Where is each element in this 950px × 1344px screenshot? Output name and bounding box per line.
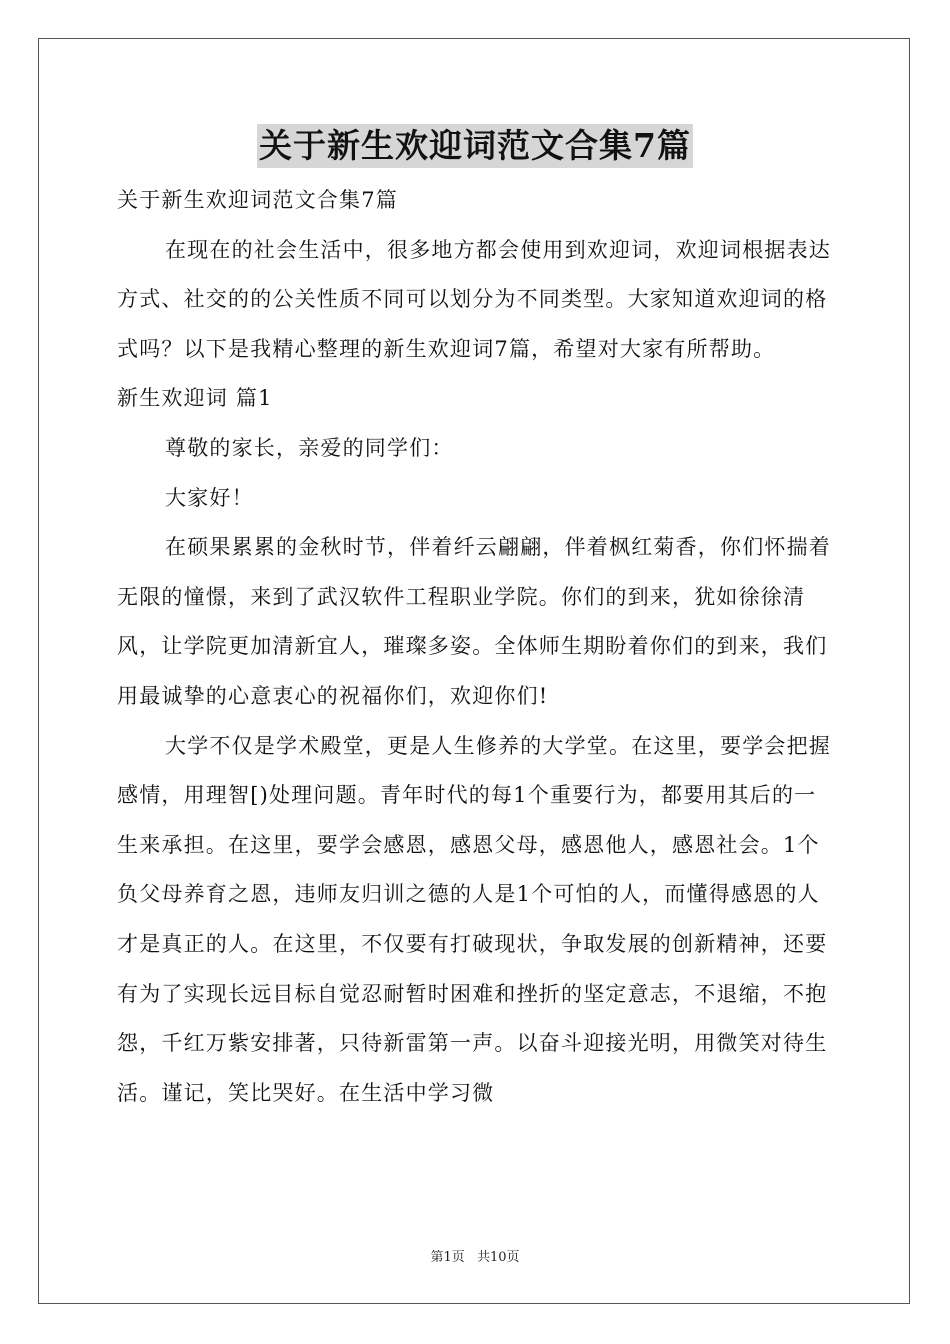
page-footer <box>0 1246 950 1265</box>
paragraph: 大家好！ <box>165 485 254 510</box>
paragraph: 尊敬的家长，亲爱的同学们： <box>165 435 454 460</box>
document-body <box>117 176 837 1118</box>
section-heading: 新生欢迎词 篇1 <box>117 386 273 411</box>
page-number: 第1页 <box>430 1250 465 1265</box>
document-title: 关于新生欢迎词范文合集7篇 <box>257 124 693 168</box>
paragraph: 在硕果累累的金秋时节，伴着纤云翩翩，伴着枫红菊香，你们怀揣着无限的憧憬，来到了武汉软件工程职业学院。你们的到来，犹如徐徐清风，让学院更加清新宜人，璀璨多姿。全体师生期盼着你们的到来，我们用最诚挚的心意衷心的祝福你们，欢迎你们! <box>117 535 831 708</box>
paragraph: 大学不仅是学术殿堂，更是人生修养的大学堂。在这里，要学会把握感情，用理智[)处理问题。青年时代的每1个重要行为，都要用其后的一生来承担。在这里，要学会感恩，感恩父母，感恩他人，感恩社会。1个负父母养育之恩，违师友归训之德的人是1个可怕的人，而懂得感恩的人才是真正的人。在这里，不仅要有打破现状，争取发展的创新精神，还要有为了实现长远目标自觉忍耐暂时困难和挫折的坚定意志，不退缩，不抱怨，千红万紫安排著，只待新雷第一声。以奋斗迎接光明，用微笑对待生活。谨记，笑比哭好。在生活中学习微 <box>117 733 831 1105</box>
title-wrap <box>0 124 950 168</box>
paragraph: 在现在的社会生活中，很多地方都会使用到欢迎词，欢迎词根据表达方式、社交的的公关性质不同可以划分为不同类型。大家知道欢迎词的格式吗？以下是我精心整理的新生欢迎词7篇，希望对大家有所帮助。 <box>117 237 831 361</box>
subtitle-line: 关于新生欢迎词范文合集7篇 <box>117 188 398 212</box>
page-total: 共10页 <box>476 1250 520 1265</box>
